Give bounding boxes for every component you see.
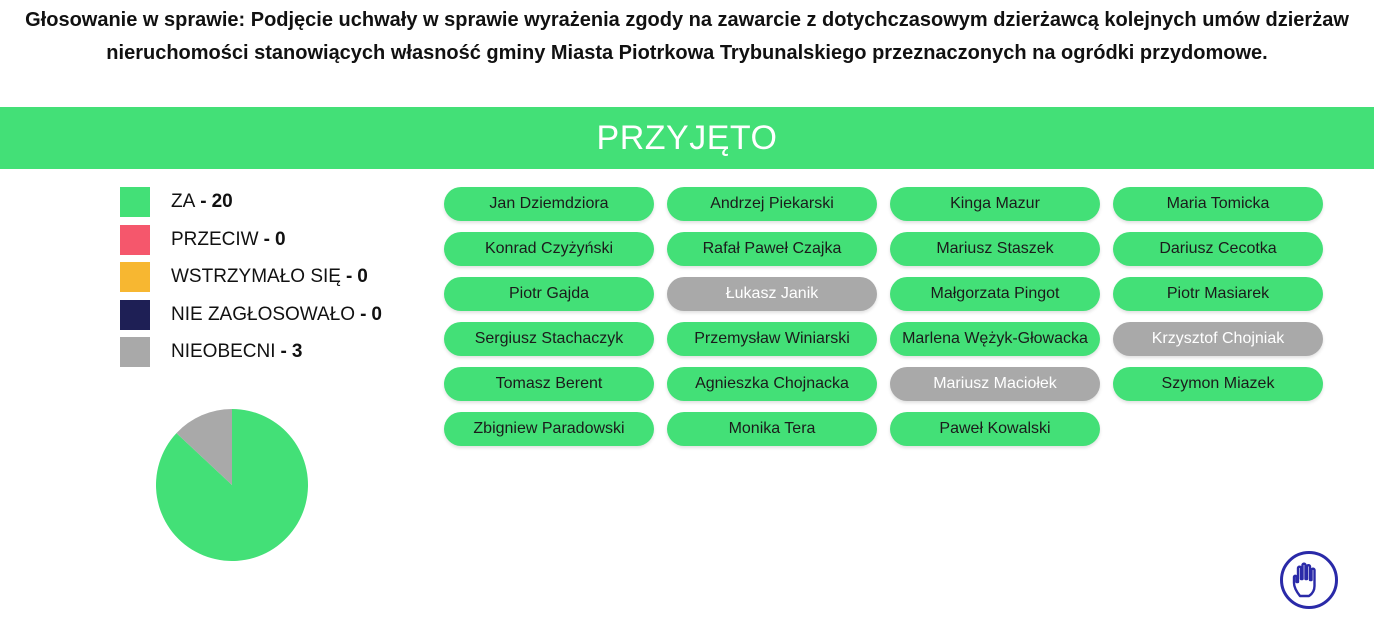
raised-hand-icon — [1290, 560, 1328, 600]
legend-swatch — [120, 225, 150, 255]
vote-legend — [120, 187, 382, 375]
legend-label: ZA — [171, 191, 196, 212]
councillor-chip: Małgorzata Pingot — [890, 277, 1100, 311]
legend-separator: - — [280, 341, 287, 362]
councillor-grid — [444, 187, 1323, 446]
councillor-chip: Piotr Masiarek — [1113, 277, 1323, 311]
legend-count: 20 — [211, 191, 233, 212]
legend-swatch — [120, 337, 150, 367]
legend-swatch — [120, 300, 150, 330]
legend-item — [120, 225, 382, 255]
councillor-chip: Piotr Gajda — [444, 277, 654, 311]
councillor-chip: Marlena Wężyk-Głowacka — [890, 322, 1100, 356]
councillor-chip: Przemysław Winiarski — [667, 322, 877, 356]
legend-separator: - — [360, 303, 367, 325]
councillor-chip: Konrad Czyżyński — [444, 232, 654, 266]
legend-separator: - — [200, 191, 207, 212]
legend-item — [120, 262, 382, 292]
legend-separator: - — [345, 266, 353, 287]
councillor-chip: Zbigniew Paradowski — [444, 412, 654, 446]
councillor-chip: Jan Dziemdziora — [444, 187, 654, 221]
councillor-chip: Agnieszka Chojnacka — [667, 367, 877, 401]
legend-label: PRZECIW — [171, 228, 259, 250]
councillor-chip: Paweł Kowalski — [890, 412, 1100, 446]
vote-title: Głosowanie w sprawie: Podjęcie uchwały w sprawie wyrażenia zgody na zawarcie z dotychczasowym dzierżawcą kolejnych umów dzierżaw nieruchomości stanowiących własność gminy Miasta Piotrkowa Trybunalskiego przeznaczonych na ogródki przydomowe. — [25, 9, 1349, 64]
councillor-chip: Sergiusz Stachaczyk — [444, 322, 654, 356]
legend-item — [120, 300, 382, 330]
legend-count: 0 — [274, 228, 286, 250]
legend-count: 0 — [371, 303, 382, 325]
legend-count: 3 — [291, 341, 303, 362]
legend-label: NIE ZAGŁOSOWAŁO — [171, 303, 356, 325]
councillor-chip: Łukasz Janik — [667, 277, 877, 311]
vote-pie-chart — [156, 409, 308, 561]
councillor-chip: Tomasz Berent — [444, 367, 654, 401]
councillor-chip: Kinga Mazur — [890, 187, 1100, 221]
pie-svg — [156, 409, 308, 561]
councillor-chip: Mariusz Staszek — [890, 232, 1100, 266]
result-banner — [0, 107, 1374, 169]
legend-count: 0 — [357, 266, 368, 287]
legend-separator: - — [263, 228, 270, 250]
councillor-chip: Monika Tera — [667, 412, 877, 446]
legend-label: WSTRZYMAŁO SIĘ — [171, 266, 341, 287]
councillor-chip: Szymon Miazek — [1113, 367, 1323, 401]
legend-item — [120, 337, 382, 367]
raise-hand-button[interactable] — [1280, 551, 1338, 609]
councillor-chip: Rafał Paweł Czajka — [667, 232, 877, 266]
councillor-chip: Krzysztof Chojniak — [1113, 322, 1323, 356]
legend-swatch — [120, 187, 150, 217]
result-label: PRZYJĘTO — [596, 118, 778, 157]
councillor-chip: Andrzej Piekarski — [667, 187, 877, 221]
councillor-chip: Mariusz Maciołek — [890, 367, 1100, 401]
legend-swatch — [120, 262, 150, 292]
councillor-chip: Maria Tomicka — [1113, 187, 1323, 221]
councillor-chip: Dariusz Cecotka — [1113, 232, 1323, 266]
legend-item — [120, 187, 382, 217]
legend-label: NIEOBECNI — [171, 341, 276, 362]
